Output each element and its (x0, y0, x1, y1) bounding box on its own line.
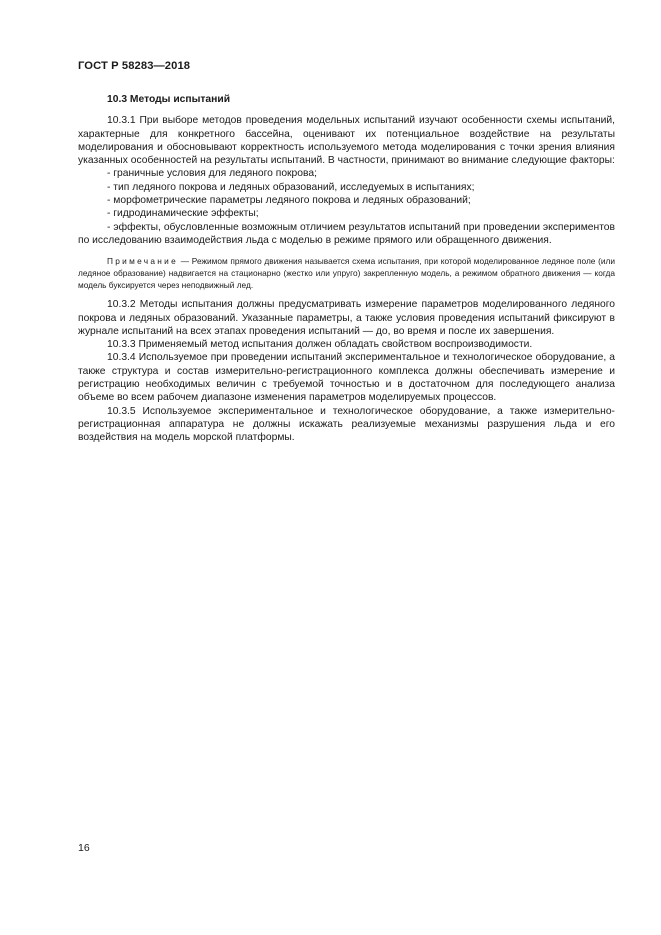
page-number: 16 (78, 842, 90, 854)
paragraph-10-3-3: 10.3.3 Применяемый метод испытания должен обладать свойством воспроизводимости. (107, 339, 533, 351)
paragraph-10-3-1: 10.3.1 При выборе методов проведения модельных испытаний изучают особенности схемы испытаний, характерные для конкретного бассейна, оценивают их потенциальное воздействие на результаты моделирования и обосновывают корректность используемого метода моделирования с точки зрения влияния указанных особенностей на результаты испытаний. В частности, принимают во внимание следующие факторы: (78, 115, 615, 167)
list-item: - граничные условия для ледяного покрова; (107, 168, 317, 180)
note-label: Примечание (107, 256, 179, 267)
list-item: - эффекты, обусловленные возможным отличием результатов испытаний при проведении экспериментов по исследованию взаимодействия льда с моделью в режиме прямого или обращенного движения. (78, 221, 615, 246)
paragraph-10-3-2: 10.3.2 Методы испытания должны предусматривать измерение параметров моделированного ледяного покрова и ледяных образований. Указанные параметры, а также условия проведения испытаний фиксируют в журнале испытаний на всех этапах проведения испытаний — до, во время и после их завершения. (78, 299, 615, 337)
list-item: - морфометрические параметры ледяного покрова и ледяных образований; (107, 195, 471, 207)
paragraph-10-3-5: 10.3.5 Используемое экспериментальное и технологическое оборудование, а также измерительно-регистрационная аппаратура не должны искажать реализуемые механизмы разрушения льда и его воздействия на модель морской платформы. (78, 405, 615, 444)
document-header: ГОСТ Р 58283—2018 (78, 60, 191, 72)
note-text: — Режимом прямого движения называется схема испытания, при которой моделированное ледяное поле (или ледяное образование) надвигается на стационарно (жестко или упруго) закрепленную модель, а режимом обратного движения — когда модель буксируется через неподвижный лед. (78, 256, 615, 291)
list-item: - гидродинамические эффекты; (107, 208, 259, 220)
document-body (78, 93, 615, 445)
note (78, 255, 615, 291)
paragraph-10-3-4: 10.3.4 Используемое при проведении испытаний экспериментальное и технологическое оборудование, а также структура и состав измерительно-регистрационного комплекса должны обеспечивать измерение и регистрацию необходимых величин с требуемой точностью и в достаточном для последующего анализа объеме во всем рабочем диапазоне изменения параметров моделируемых процессов. (78, 352, 615, 404)
section-title: 10.3 Методы испытаний (107, 94, 231, 105)
list-item: - тип ледяного покрова и ледяных образований, исследуемых в испытаниях; (107, 181, 475, 193)
